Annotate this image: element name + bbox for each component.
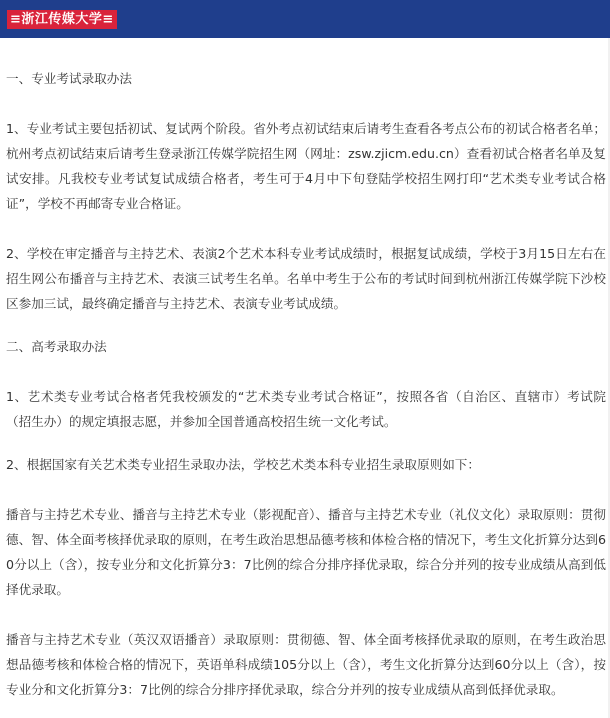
section-heading-admission: 二、高考录取办法	[6, 339, 107, 354]
paragraph-exam-1: 1、专业考试主要包括初试、复试两个阶段。省外考点初试结束后请考生查看各考点公布的初试合格者名单；杭州考点初试结束后请考生登录浙江传媒学院招生网（网址：zsw.zjicm.edu.cn）查看初试合格者名单及复试安排。凡我校专业考试复试成绩合格者，考生可于4月中下旬登陆学校招生网打印“艺术类专业考试合格证”，学校不再邮寄专业合格证。	[6, 121, 606, 211]
paragraph-admission-4: 播音与主持艺术专业（英汉双语播音）录取原则：贯彻德、智、体全面考核择优录取的原则，在考生政治思想品德考核和体检合格的情况下，英语单科成绩105分以上（含），考生文化折算分达到60分以上（含），按专业分和文化折算分3：7比例的综合分排序择优录取，综合分并列的按专业成绩从高到低择优录取。	[6, 632, 606, 697]
article-content	[6, 66, 606, 702]
header-bar	[0, 0, 610, 38]
paragraph-exam-2: 2、学校在审定播音与主持艺术、表演2个艺术本科专业考试成绩时，根据复试成绩，学校于3月15日左右在招生网公布播音与主持艺术、表演三试考生名单。名单中考生于公布的考试时间到杭州浙江传媒学院下沙校区参加三试，最终确定播音与主持艺术、表演专业考试成绩。	[6, 246, 606, 311]
paragraph-admission-3: 播音与主持艺术专业、播音与主持艺术专业（影视配音）、播音与主持艺术专业（礼仪文化）录取原则：贯彻德、智、体全面考核择优录取的原则，在考生政治思想品德考核和体检合格的情况下，考生文化折算分达到60分以上（含），按专业分和文化折算分3：7比例的综合分排序择优录取，综合分并列的按专业成绩从高到低择优录取。	[6, 507, 606, 597]
paragraph-admission-2: 2、根据国家有关艺术类专业招生录取办法，学校艺术类本科专业招生录取原则如下：	[6, 457, 480, 472]
university-name-label: ≡浙江传媒大学≡	[7, 10, 117, 29]
paragraph-admission-1: 1、艺术类专业考试合格者凭我校颁发的“艺术类专业考试合格证”，按照各省（自治区、直辖市）考试院（招生办）的规定填报志愿，并参加全国普通高校招生统一文化考试。	[6, 389, 606, 429]
section-heading-exam: 一、专业考试录取办法	[6, 71, 132, 86]
